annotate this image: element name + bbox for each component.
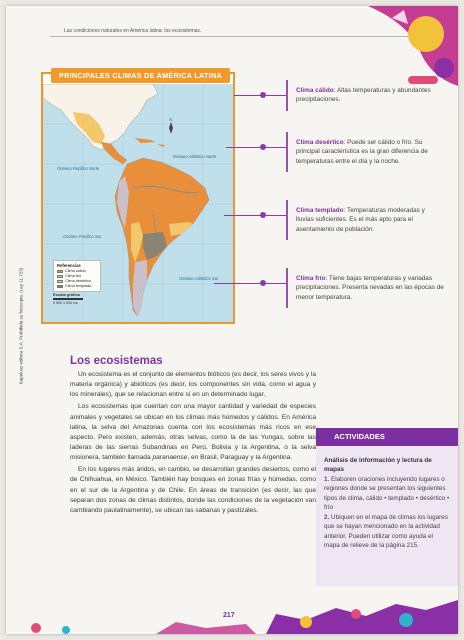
svg-text:Océano Pacífico Sur (63, 234, 102, 239)
legend-swatch (57, 270, 63, 273)
callout-text: : Altas temperaturas y abundantes precipitaciones. (296, 87, 431, 104)
activities-box (316, 432, 458, 586)
italic-term: paranaense (152, 454, 188, 462)
legend-item (57, 279, 97, 283)
callout-desert (286, 132, 452, 172)
callout-connector (226, 147, 286, 148)
activities-subtitle: Análisis de información y lectura de mapas (324, 457, 432, 474)
legend-swatch (57, 285, 63, 288)
legend-title: Referencias (57, 263, 81, 268)
activity-number: 2. (324, 513, 330, 521)
label-atlantic-north: Océano Atlántico Norte (173, 154, 217, 159)
label-pacific-north: Océano Pacífico Norte (57, 166, 100, 171)
scale-bar (53, 292, 113, 305)
legend-label: Clima frío (65, 274, 82, 278)
svg-text:N: N (169, 118, 173, 122)
legend-swatch (57, 280, 63, 283)
side-credit-text: Kapelusz editora S.A. Prohibida su fotocopia. (Ley 11.723) (18, 267, 24, 385)
activity-item (324, 475, 450, 513)
paragraph: Un ecosistema es el conjunto de elementos bióticos (es decir, los seres vivos y la materia orgánica) y abióticos (es decir, los componentes sin vida, como el agua y los minerales), que se relacionan entre sí en un determinado lugar. (70, 371, 316, 399)
callout-title: Clima desértico (296, 139, 344, 146)
callout-connector (224, 215, 286, 216)
page-number: 217 (223, 612, 235, 619)
legend-swatch (57, 275, 63, 278)
body-text (70, 370, 316, 518)
legend-label: Clima desértico (65, 279, 92, 283)
paragraph: En los lugares más áridos, en cambio, se desarrollan grandes desiertos, como el de Chihuahua, en México. También hay bosques en zonas frías y húmedas, como en el sur de la Argentina y de Chile. En áreas de transición (es decir, las que separan dos zonas de climas distintos, donde las condiciones de la vegetación van cambiando paulatinamente), se ubican las sabanas y pastizales. (70, 466, 316, 514)
climate-map (41, 72, 235, 324)
scale-title: Escala gráfica (53, 292, 80, 297)
activity-text: Ubiquen en el mapa de climas los lugares que se hayan mencionado en la actividad anterior. Pueden utilizar como ayuda el mapa de relieve de la página 215. (324, 513, 448, 549)
legend-label: Clima cálido (65, 269, 86, 273)
running-head: Las condiciones naturales en América latina: los ecosistemas. (64, 28, 202, 34)
activity-number: 1. (324, 475, 330, 483)
paragraph-start: Los ecosistemas que cuentan con una mayor cantidad y variedad de especies animales y vegetales se ubican en los climas más húmedos y cálidos. En América latina, la selva del Amazonas cuenta con los ecosistemas más ricos en ese aspecto. Pero existen, además, otras selvas, como la de las Yungas, sobre las laderas de las sierras Subandinas en Perú, Bolivia y la Argentina, o la selva misionera, también llamada (70, 403, 316, 462)
callout-title: Clima templado (296, 207, 344, 214)
legend-label: Clima templado (65, 284, 92, 288)
svg-text:Océano Atlántico Norte (173, 154, 217, 159)
legend-item (57, 269, 97, 273)
callout-title: Clima cálido (296, 87, 334, 94)
map-title: PRINCIPALES CLIMAS DE AMÉRICA LATINA (51, 68, 230, 83)
activity-text: Elaboren oraciones incluyendo lugares o regiones donde se presentan los siguientes tipos de clima, cálido • templado • desértico • frío (324, 475, 450, 512)
callout-temperate (286, 200, 452, 240)
paragraph (70, 402, 316, 463)
label-pacific-south: Océano Pacífico Sur (63, 234, 102, 239)
scale-graphic (53, 298, 83, 300)
svg-text:Océano Atlántico Sur (179, 276, 219, 281)
callout-connector (214, 283, 286, 284)
callout-cold (286, 268, 452, 308)
paragraph-end: , en Brasil, Paraguay y la Argentina. (187, 454, 293, 462)
section-title: Los ecosistemas (70, 355, 163, 367)
callout-text: : Temperaturas moderadas y lluvias suficientes. Es el más apto para el asentamiento de población. (296, 207, 425, 233)
callout-title: Clima frío (296, 275, 326, 282)
callout-warm (286, 80, 452, 111)
callout-text: : Tiene bajas temperaturas y variadas precipitaciones. Presenta nevadas en las épocas de menor temperatura. (296, 275, 444, 301)
activities-body (324, 456, 450, 550)
map-legend (53, 260, 101, 292)
svg-text:Océano Pacífico Norte (57, 166, 100, 171)
scale-values: 0 500 1.000 km (53, 301, 78, 305)
callout-text: : Puede ser cálido o frío. Su principal característica es la gran diferencia de temperaturas entre el día y la noche. (296, 139, 428, 165)
book-page (6, 6, 458, 634)
callout-connector (234, 95, 286, 96)
legend-item (57, 284, 97, 288)
activities-header: ACTIVIDADES (316, 428, 458, 446)
label-atlantic-south: Océano Atlántico Sur (179, 276, 219, 281)
activity-item (324, 513, 450, 551)
side-credit (13, 236, 29, 416)
legend-item (57, 274, 97, 278)
